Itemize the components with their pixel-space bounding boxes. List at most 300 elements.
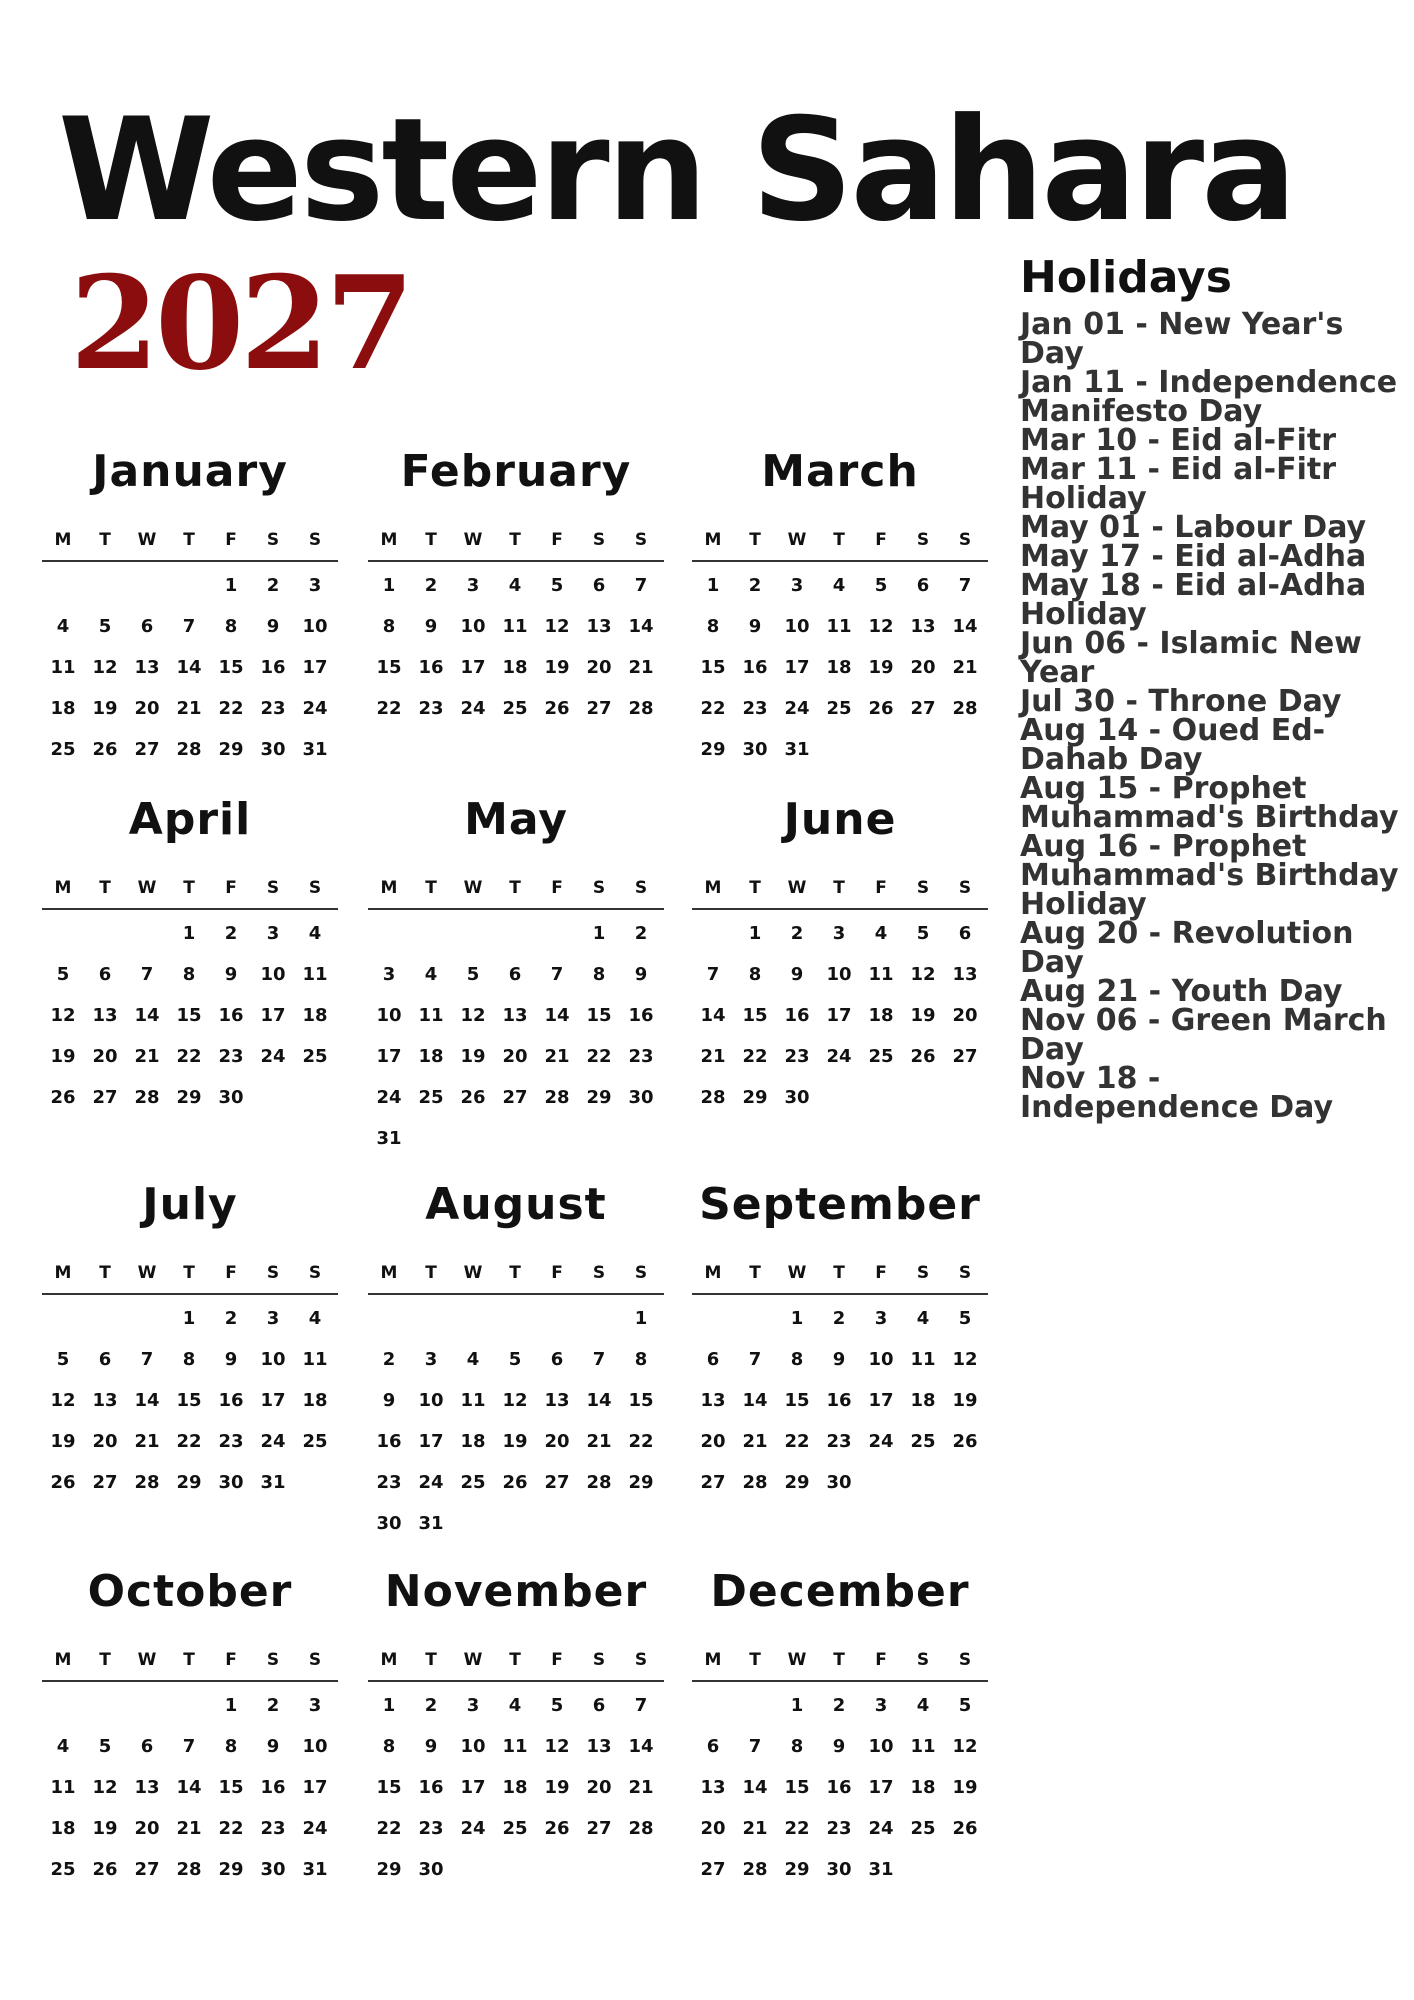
day-cell: 21: [952, 657, 978, 678]
day-cell: 8: [790, 1736, 804, 1757]
day-cell: 3: [266, 1308, 280, 1329]
day-cell: 23: [784, 1046, 810, 1067]
day-cell: 19: [868, 657, 894, 678]
day-cell: 8: [748, 964, 762, 985]
day-cell: 12: [92, 657, 118, 678]
day-cell: 24: [784, 698, 810, 719]
day-cell: 20: [586, 657, 612, 678]
day-cell: 4: [308, 1308, 322, 1329]
weekday-label: S: [308, 1650, 322, 1670]
holiday-item: Jan 01 - New Year's Day: [1020, 307, 1344, 371]
day-cell: 22: [376, 1818, 402, 1839]
weekday-label: F: [551, 878, 563, 898]
weekday-label: F: [551, 1263, 563, 1283]
day-cell: 19: [544, 657, 570, 678]
day-cell: 25: [826, 698, 852, 719]
day-cell: 13: [134, 1777, 160, 1798]
day-cell: 8: [634, 1349, 648, 1370]
day-cell: 8: [706, 616, 720, 637]
day-cell: 18: [868, 1005, 894, 1026]
day-cell: 28: [742, 1859, 768, 1880]
day-cell: 16: [260, 1777, 286, 1798]
day-cell: 22: [628, 1431, 654, 1452]
day-cell: 12: [544, 1736, 570, 1757]
weekday-label: W: [463, 530, 483, 550]
weekday-label: M: [704, 530, 722, 550]
day-cell: 3: [424, 1349, 438, 1370]
day-cell: 4: [56, 616, 70, 637]
weekday-label: S: [592, 1650, 606, 1670]
day-cell: 12: [868, 616, 894, 637]
day-cell: 22: [218, 698, 244, 719]
day-cell: 9: [424, 1736, 438, 1757]
day-cell: 14: [952, 616, 978, 637]
day-cell: 23: [742, 698, 768, 719]
day-cell: 26: [544, 1818, 570, 1839]
day-cell: 25: [460, 1472, 486, 1493]
day-cell: 6: [916, 575, 930, 596]
weekday-label: T: [183, 878, 195, 898]
day-cell: 23: [260, 1818, 286, 1839]
day-cell: 25: [502, 1818, 528, 1839]
month-name: October: [87, 1566, 293, 1617]
day-cell: 25: [302, 1431, 328, 1452]
day-cell: 8: [382, 616, 396, 637]
day-cell: 12: [952, 1736, 978, 1757]
day-cell: 28: [700, 1087, 726, 1108]
day-cell: 26: [910, 1046, 936, 1067]
day-cell: 16: [418, 1777, 444, 1798]
day-cell: 1: [790, 1308, 804, 1329]
weekday-label: S: [634, 530, 648, 550]
day-cell: 1: [224, 575, 238, 596]
day-cell: 15: [218, 1777, 244, 1798]
day-cell: 21: [134, 1046, 160, 1067]
day-cell: 22: [586, 1046, 612, 1067]
day-cell: 1: [224, 1695, 238, 1716]
day-cell: 7: [182, 616, 196, 637]
day-cell: 18: [50, 1818, 76, 1839]
holiday-item: Nov 06 - Green March Day: [1020, 1003, 1387, 1067]
day-cell: 30: [260, 1859, 286, 1880]
day-cell: 23: [260, 698, 286, 719]
holiday-item: Aug 15 - Prophet Muhammad's Birthday: [1020, 771, 1399, 835]
day-cell: 8: [790, 1349, 804, 1370]
day-cell: 11: [50, 1777, 76, 1798]
day-cell: 26: [92, 1859, 118, 1880]
weekday-label: T: [509, 1650, 521, 1670]
weekday-label: S: [916, 1650, 930, 1670]
day-cell: 9: [748, 616, 762, 637]
day-cell: 12: [910, 964, 936, 985]
day-cell: 4: [916, 1695, 930, 1716]
day-cell: 1: [382, 575, 396, 596]
day-cell: 15: [742, 1005, 768, 1026]
day-cell: 5: [508, 1349, 522, 1370]
day-cell: 19: [92, 698, 118, 719]
day-cell: 24: [460, 1818, 486, 1839]
day-cell: 8: [382, 1736, 396, 1757]
weekday-label: M: [704, 878, 722, 898]
holiday-item: Aug 21 - Youth Day: [1020, 974, 1343, 1009]
day-cell: 26: [50, 1472, 76, 1493]
weekday-label: S: [916, 1263, 930, 1283]
holiday-item: Jan 11 - Independence Manifesto Day: [1020, 365, 1398, 429]
day-cell: 26: [502, 1472, 528, 1493]
day-cell: 20: [952, 1005, 978, 1026]
day-cell: 29: [700, 739, 726, 760]
day-cell: 23: [418, 1818, 444, 1839]
day-cell: 28: [544, 1087, 570, 1108]
day-cell: 18: [502, 657, 528, 678]
day-cell: 13: [134, 657, 160, 678]
day-cell: 31: [302, 739, 328, 760]
day-cell: 30: [826, 1859, 852, 1880]
day-cell: 16: [418, 657, 444, 678]
weekday-label: M: [704, 1650, 722, 1670]
month-name: November: [384, 1566, 648, 1617]
day-cell: 6: [98, 964, 112, 985]
day-cell: 5: [98, 616, 112, 637]
day-cell: 12: [502, 1390, 528, 1411]
day-cell: 2: [832, 1695, 846, 1716]
day-cell: 4: [832, 575, 846, 596]
holidays-list: [1020, 307, 1400, 1125]
day-cell: 7: [550, 964, 564, 985]
weekday-label: S: [266, 1650, 280, 1670]
day-cell: 30: [376, 1513, 402, 1534]
day-cell: 4: [308, 923, 322, 944]
day-cell: 9: [266, 1736, 280, 1757]
day-cell: 13: [700, 1390, 726, 1411]
day-cell: 14: [176, 1777, 202, 1798]
day-cell: 15: [218, 657, 244, 678]
day-cell: 10: [376, 1005, 402, 1026]
day-cell: 1: [748, 923, 762, 944]
day-cell: 22: [784, 1431, 810, 1452]
month-name: January: [92, 446, 288, 497]
day-cell: 6: [550, 1349, 564, 1370]
day-cell: 24: [868, 1818, 894, 1839]
weekday-label: F: [551, 530, 563, 550]
day-cell: 10: [460, 616, 486, 637]
day-cell: 6: [958, 923, 972, 944]
day-cell: 13: [586, 1736, 612, 1757]
day-cell: 29: [742, 1087, 768, 1108]
weekday-label: T: [183, 530, 195, 550]
weekday-label: W: [787, 878, 807, 898]
weekday-label: T: [509, 1263, 521, 1283]
day-cell: 20: [134, 698, 160, 719]
weekday-label: M: [380, 530, 398, 550]
day-cell: 18: [502, 1777, 528, 1798]
weekday-label: M: [380, 1263, 398, 1283]
day-cell: 26: [544, 698, 570, 719]
day-cell: 28: [134, 1087, 160, 1108]
day-cell: 26: [460, 1087, 486, 1108]
day-cell: 23: [218, 1431, 244, 1452]
weekday-label: T: [425, 1650, 437, 1670]
day-cell: 11: [418, 1005, 444, 1026]
month-name: March: [761, 446, 919, 497]
weekday-label: S: [592, 878, 606, 898]
day-cell: 21: [628, 1777, 654, 1798]
day-cell: 17: [260, 1390, 286, 1411]
day-cell: 27: [952, 1046, 978, 1067]
day-cell: 2: [634, 923, 648, 944]
day-cell: 13: [952, 964, 978, 985]
day-cell: 22: [784, 1818, 810, 1839]
day-cell: 23: [418, 698, 444, 719]
day-cell: 4: [916, 1308, 930, 1329]
day-cell: 17: [460, 657, 486, 678]
day-cell: 20: [92, 1431, 118, 1452]
month-name: December: [710, 1566, 970, 1617]
day-cell: 5: [916, 923, 930, 944]
day-cell: 7: [182, 1736, 196, 1757]
day-cell: 25: [502, 698, 528, 719]
day-cell: 29: [176, 1472, 202, 1493]
day-cell: 22: [376, 698, 402, 719]
day-cell: 14: [628, 616, 654, 637]
weekday-label: T: [833, 1263, 845, 1283]
day-cell: 20: [502, 1046, 528, 1067]
day-cell: 17: [868, 1390, 894, 1411]
day-cell: 9: [424, 616, 438, 637]
day-cell: 1: [382, 1695, 396, 1716]
day-cell: 10: [260, 1349, 286, 1370]
day-cell: 18: [460, 1431, 486, 1452]
day-cell: 2: [266, 1695, 280, 1716]
weekday-label: W: [787, 530, 807, 550]
weekday-label: T: [749, 1263, 761, 1283]
day-cell: 27: [502, 1087, 528, 1108]
day-cell: 27: [92, 1472, 118, 1493]
day-cell: 17: [460, 1777, 486, 1798]
day-cell: 10: [302, 1736, 328, 1757]
day-cell: 3: [466, 575, 480, 596]
weekday-label: W: [463, 1650, 483, 1670]
day-cell: 14: [742, 1777, 768, 1798]
day-cell: 23: [826, 1431, 852, 1452]
day-cell: 25: [50, 739, 76, 760]
day-cell: 13: [92, 1005, 118, 1026]
day-cell: 27: [586, 1818, 612, 1839]
day-cell: 2: [224, 923, 238, 944]
day-cell: 10: [826, 964, 852, 985]
weekday-label: F: [225, 530, 237, 550]
day-cell: 30: [742, 739, 768, 760]
weekday-label: F: [225, 1263, 237, 1283]
day-cell: 29: [628, 1472, 654, 1493]
day-cell: 20: [700, 1431, 726, 1452]
day-cell: 19: [50, 1431, 76, 1452]
day-cell: 15: [176, 1005, 202, 1026]
day-cell: 10: [418, 1390, 444, 1411]
day-cell: 28: [742, 1472, 768, 1493]
day-cell: 26: [868, 698, 894, 719]
day-cell: 10: [260, 964, 286, 985]
day-cell: 1: [790, 1695, 804, 1716]
day-cell: 29: [586, 1087, 612, 1108]
weekday-label: F: [225, 878, 237, 898]
day-cell: 15: [700, 657, 726, 678]
day-cell: 4: [508, 1695, 522, 1716]
weekday-label: T: [749, 878, 761, 898]
day-cell: 12: [544, 616, 570, 637]
weekday-label: T: [833, 530, 845, 550]
weekday-header: [692, 878, 988, 910]
day-cell: 8: [182, 964, 196, 985]
weekday-label: W: [787, 1263, 807, 1283]
weekday-header: [42, 1263, 338, 1295]
day-cell: 17: [826, 1005, 852, 1026]
day-cell: 20: [544, 1431, 570, 1452]
day-cell: 24: [826, 1046, 852, 1067]
day-cell: 23: [376, 1472, 402, 1493]
day-cell: 21: [742, 1818, 768, 1839]
day-cell: 19: [952, 1390, 978, 1411]
day-cell: 9: [266, 616, 280, 637]
weekday-label: M: [54, 530, 72, 550]
day-cell: 20: [586, 1777, 612, 1798]
day-cell: 22: [218, 1818, 244, 1839]
day-cell: 15: [628, 1390, 654, 1411]
day-cell: 3: [874, 1308, 888, 1329]
weekday-header: [368, 1263, 664, 1295]
day-cell: 21: [628, 657, 654, 678]
weekday-header: [368, 530, 664, 562]
day-cell: 17: [302, 657, 328, 678]
day-cell: 18: [418, 1046, 444, 1067]
day-cell: 26: [50, 1087, 76, 1108]
day-cell: 7: [634, 575, 648, 596]
weekday-label: W: [787, 1650, 807, 1670]
day-cell: 31: [418, 1513, 444, 1534]
day-cell: 11: [826, 616, 852, 637]
day-cell: 4: [424, 964, 438, 985]
holiday-item: Mar 10 - Eid al-Fitr: [1020, 423, 1337, 458]
day-cell: 22: [176, 1431, 202, 1452]
day-cell: 3: [874, 1695, 888, 1716]
day-cell: 5: [550, 575, 564, 596]
day-cell: 29: [176, 1087, 202, 1108]
day-cell: 5: [98, 1736, 112, 1757]
weekday-label: T: [509, 878, 521, 898]
holiday-item: Mar 11 - Eid al-Fitr Holiday: [1020, 452, 1337, 516]
day-cell: 6: [140, 1736, 154, 1757]
day-cell: 3: [790, 575, 804, 596]
weekday-label: T: [425, 530, 437, 550]
day-cell: 17: [784, 657, 810, 678]
day-cell: 5: [958, 1695, 972, 1716]
day-cell: 29: [218, 739, 244, 760]
day-cell: 6: [592, 1695, 606, 1716]
holiday-item: Nov 18 - Independence Day: [1020, 1061, 1334, 1125]
weekday-label: S: [266, 878, 280, 898]
weekday-label: T: [749, 530, 761, 550]
day-cell: 7: [634, 1695, 648, 1716]
day-cell: 18: [302, 1390, 328, 1411]
day-cell: 20: [700, 1818, 726, 1839]
day-cell: 24: [260, 1431, 286, 1452]
weekday-label: T: [99, 530, 111, 550]
day-cell: 19: [952, 1777, 978, 1798]
weekday-label: S: [916, 878, 930, 898]
day-cell: 27: [700, 1859, 726, 1880]
day-cell: 24: [302, 698, 328, 719]
day-cell: 21: [544, 1046, 570, 1067]
day-cell: 21: [176, 698, 202, 719]
day-cell: 29: [218, 1859, 244, 1880]
day-cell: 13: [92, 1390, 118, 1411]
day-cell: 13: [586, 616, 612, 637]
weekday-label: M: [54, 1650, 72, 1670]
day-cell: 16: [628, 1005, 654, 1026]
day-cell: 31: [376, 1128, 402, 1149]
weekday-header: [368, 878, 664, 910]
day-cell: 12: [50, 1390, 76, 1411]
weekday-label: W: [137, 1650, 157, 1670]
holiday-item: Jul 30 - Throne Day: [1020, 684, 1342, 719]
day-cell: 17: [376, 1046, 402, 1067]
day-cell: 25: [50, 1859, 76, 1880]
day-cell: 14: [586, 1390, 612, 1411]
weekday-label: S: [634, 1650, 648, 1670]
weekday-label: W: [137, 530, 157, 550]
day-cell: 5: [958, 1308, 972, 1329]
day-cell: 18: [826, 657, 852, 678]
day-cell: 26: [952, 1431, 978, 1452]
weekday-label: T: [749, 1650, 761, 1670]
day-cell: 1: [706, 575, 720, 596]
day-cell: 18: [302, 1005, 328, 1026]
weekday-label: F: [875, 1263, 887, 1283]
day-cell: 15: [376, 1777, 402, 1798]
day-cell: 23: [628, 1046, 654, 1067]
weekday-label: S: [308, 1263, 322, 1283]
day-cell: 16: [784, 1005, 810, 1026]
day-cell: 6: [98, 1349, 112, 1370]
day-cell: 7: [592, 1349, 606, 1370]
weekday-label: S: [266, 530, 280, 550]
day-cell: 25: [302, 1046, 328, 1067]
day-cell: 11: [910, 1736, 936, 1757]
weekday-header: [42, 530, 338, 562]
weekday-label: T: [425, 878, 437, 898]
day-cell: 7: [958, 575, 972, 596]
weekday-label: W: [463, 1263, 483, 1283]
day-cell: 21: [700, 1046, 726, 1067]
day-cell: 7: [140, 1349, 154, 1370]
day-cell: 14: [628, 1736, 654, 1757]
weekday-label: M: [54, 878, 72, 898]
day-cell: 26: [952, 1818, 978, 1839]
month-name: February: [400, 446, 632, 497]
day-cell: 17: [418, 1431, 444, 1452]
weekday-label: M: [54, 1263, 72, 1283]
day-cell: 27: [544, 1472, 570, 1493]
day-cell: 17: [260, 1005, 286, 1026]
day-cell: 17: [302, 1777, 328, 1798]
weekday-header: [368, 1650, 664, 1682]
day-cell: 1: [592, 923, 606, 944]
day-cell: 22: [176, 1046, 202, 1067]
day-cell: 24: [868, 1431, 894, 1452]
holiday-item: May 18 - Eid al-Adha Holiday: [1020, 568, 1367, 632]
day-cell: 3: [308, 1695, 322, 1716]
month-name: August: [425, 1179, 607, 1230]
